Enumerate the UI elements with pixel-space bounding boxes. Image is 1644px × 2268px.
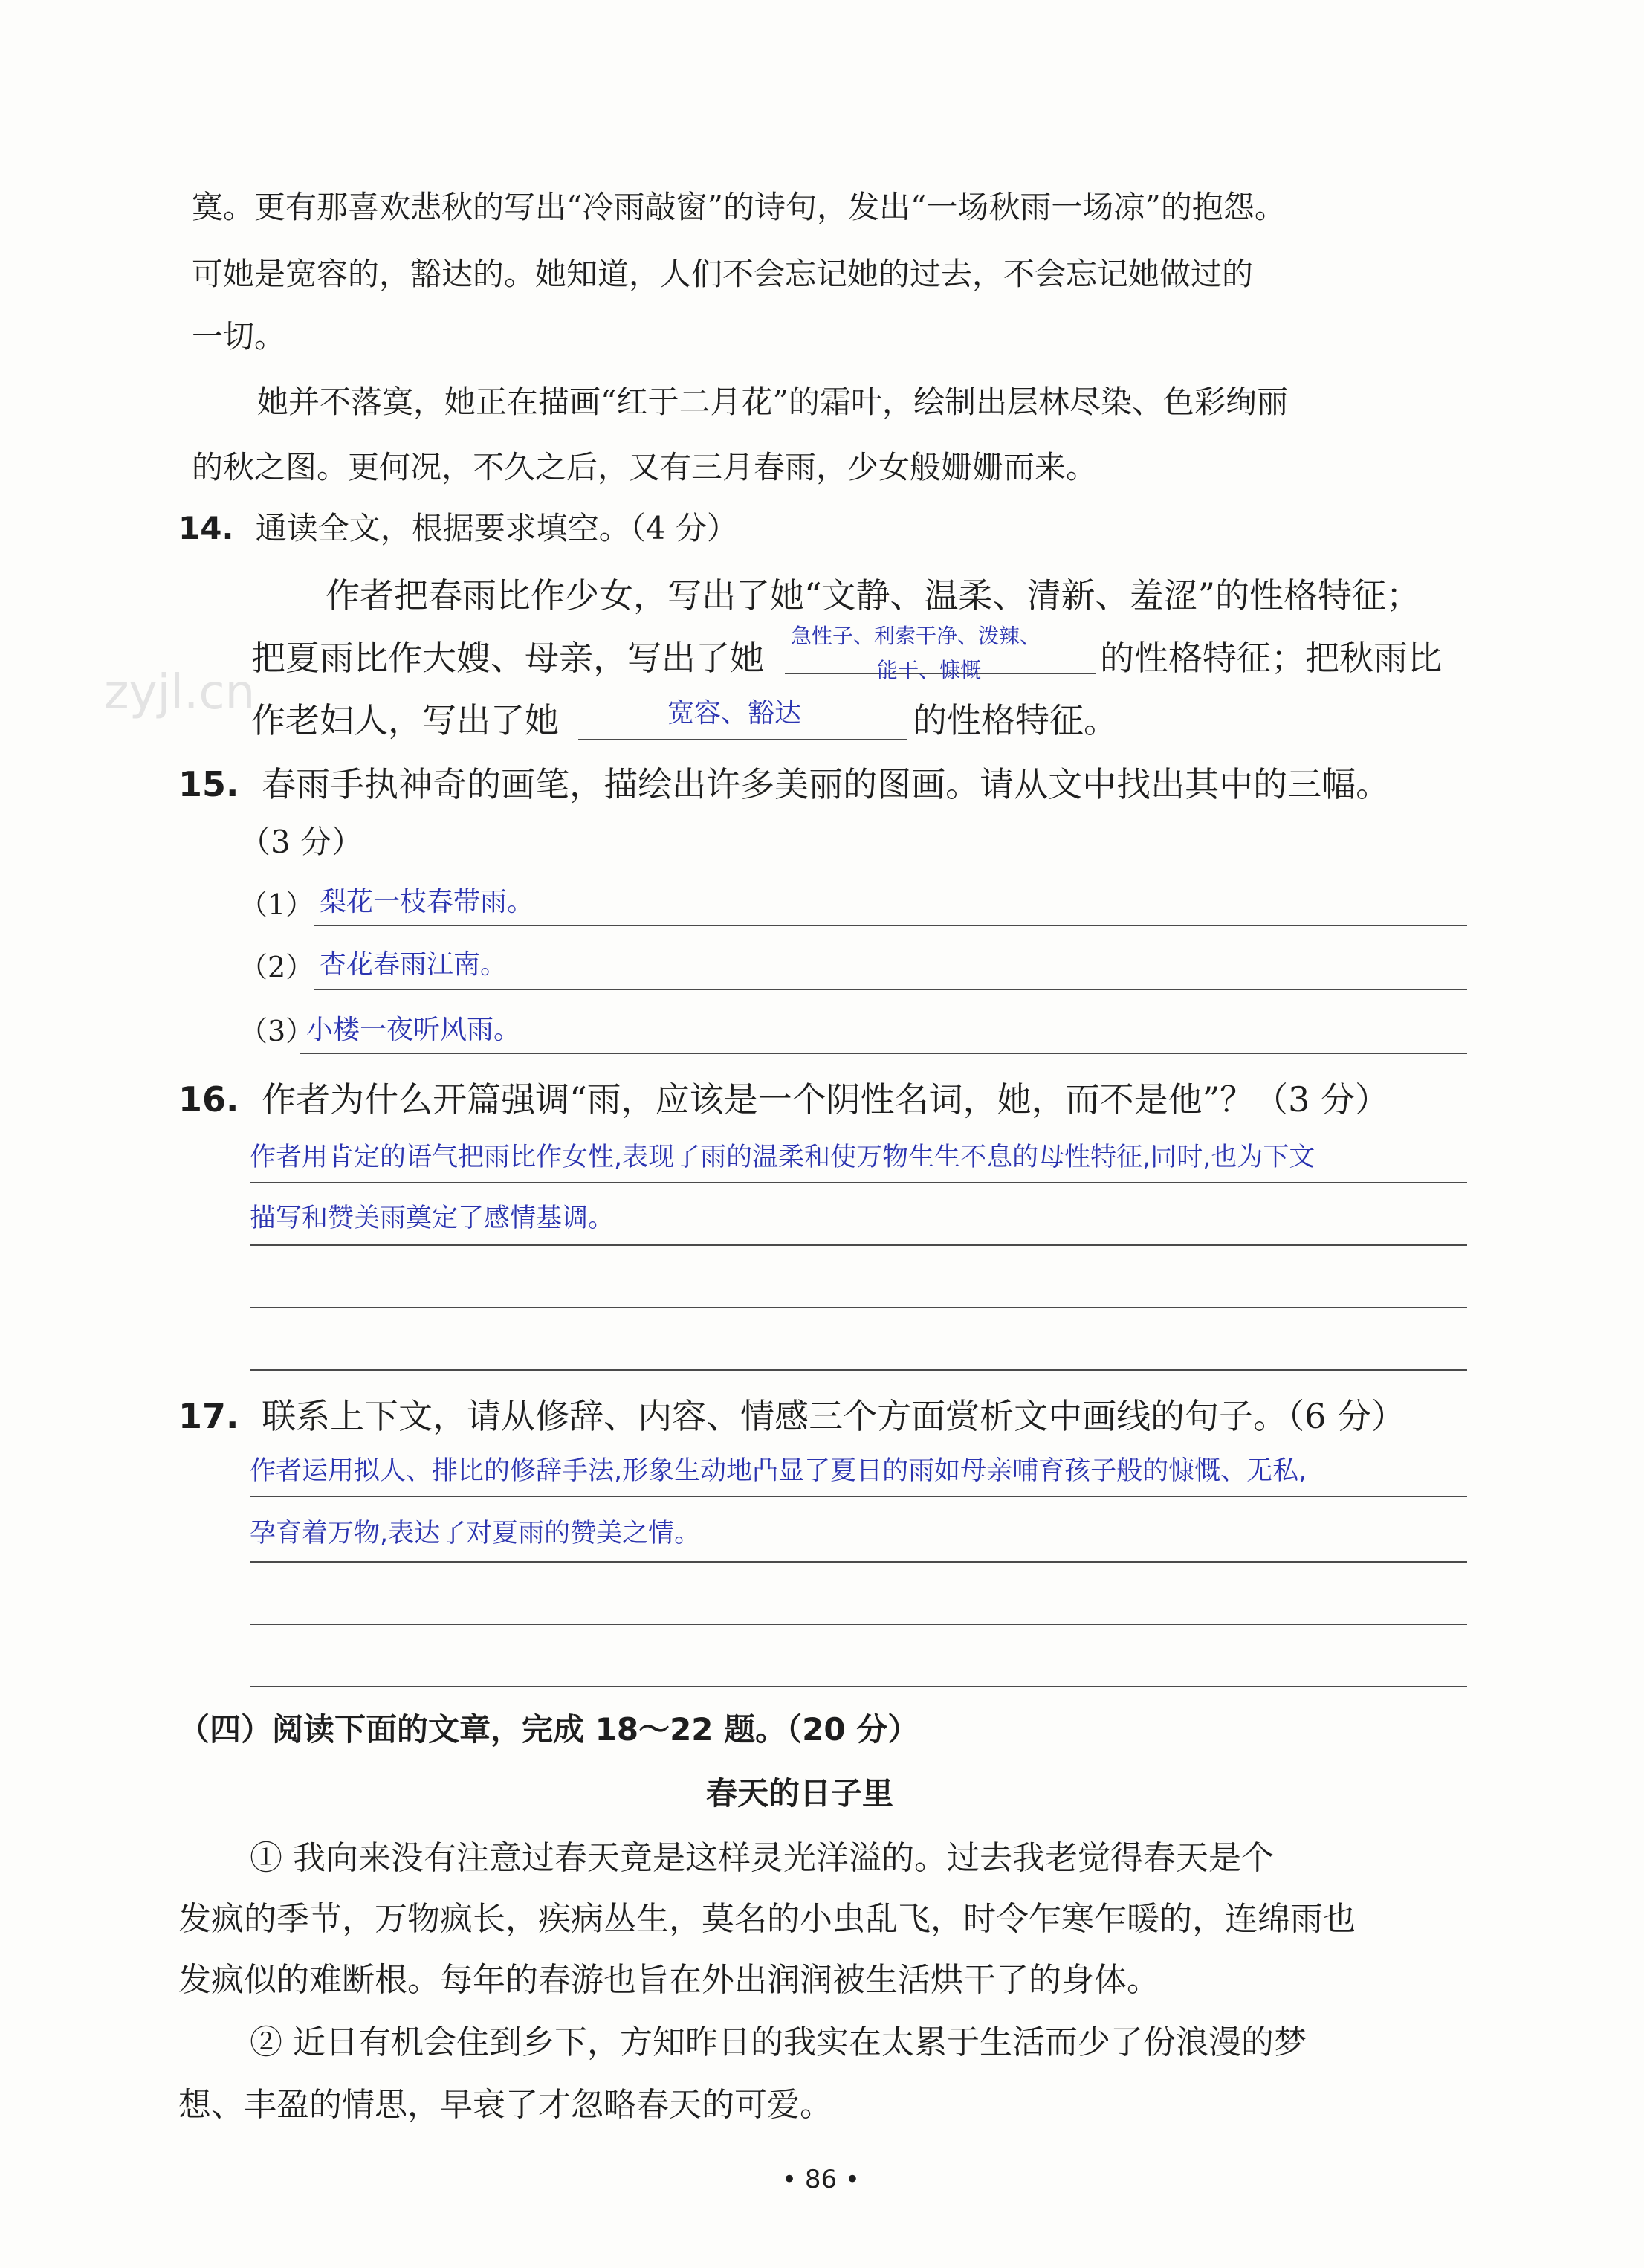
q14-answer-1b: 能干、慷慨	[877, 658, 982, 682]
q17-answer-line-2: 孕育着万物,表达了对夏雨的赞美之情。	[250, 1519, 701, 1548]
question-prompt: 作者为什么开篇强调“雨，应该是一个阴性名词，她，而不是他”？（3 分）	[262, 1079, 1390, 1120]
q15-answer: 杏花春雨江南。	[320, 949, 508, 980]
passage-line: 她并不落寞，她正在描画“红于二月花”的霜叶，绘制出层林尽染、色彩绚丽	[257, 384, 1288, 420]
answer-line[interactable]	[314, 989, 1467, 990]
q15-answer: 梨花一枝春带雨。	[320, 887, 534, 917]
q14-sentence-2a: 把夏雨比作大嫂、母亲，写出了她	[251, 638, 764, 678]
answer-line[interactable]	[250, 1244, 1467, 1246]
article-paragraph-line: 发疯似的难断根。每年的春游也旨在外出润润被生活烘干了的身体。	[178, 1961, 1159, 1999]
q14-sentence-3b: 的性格特征。	[913, 700, 1118, 740]
question-17	[178, 1396, 1406, 1436]
answer-line[interactable]	[300, 1053, 1467, 1054]
q14-sentence-1: 作者把春雨比作少女，写出了她“文静、温柔、清新、羞涩”的性格特征；	[326, 575, 1421, 616]
q14-sentence-2b: 的性格特征；把秋雨比	[1100, 638, 1442, 678]
q14-blank-2[interactable]	[578, 739, 907, 740]
section-heading: （四）阅读下面的文章，完成 18～22 题。（20 分）	[178, 1711, 919, 1748]
answer-line[interactable]	[314, 925, 1467, 926]
question-number: 14.	[178, 510, 234, 546]
question-number: 16.	[178, 1079, 239, 1120]
passage-line: 一切。	[192, 318, 286, 355]
q15-item-label: （2）	[239, 951, 314, 983]
answer-line[interactable]	[250, 1307, 1467, 1308]
q16-answer-line-1: 作者用肯定的语气把雨比作女性,表现了雨的温柔和使万物生生不息的母性特征,同时,也为下文	[250, 1143, 1315, 1172]
answer-line[interactable]	[250, 1624, 1467, 1625]
passage-line: 寞。更有那喜欢悲秋的写出“冷雨敲窗”的诗句，发出“一场秋雨一场凉”的抱怨。	[192, 189, 1286, 225]
answer-line[interactable]	[250, 1182, 1467, 1183]
question-14	[178, 510, 738, 546]
q14-answer-2: 宽容、豁达	[667, 698, 802, 728]
q14-sentence-3a: 作老妇人，写出了她	[251, 700, 559, 740]
article-paragraph-line: ① 我向来没有注意过春天竟是这样灵光洋溢的。过去我老觉得春天是个	[250, 1839, 1274, 1877]
q16-answer-line-2: 描写和赞美雨奠定了感情基调。	[250, 1204, 615, 1233]
q14-answer-1a: 急性子、利索干净、泼辣、	[791, 624, 1041, 648]
q15-item-label: （3）	[239, 1015, 314, 1047]
article-paragraph-line: 想、丰盈的情思，早衰了才忽略春天的可爱。	[178, 2086, 832, 2124]
question-number: 17.	[178, 1396, 239, 1436]
passage-line: 的秋之图。更何况，不久之后，又有三月春雨，少女般姗姗而来。	[192, 449, 1098, 485]
answer-line[interactable]	[250, 1496, 1467, 1497]
article-paragraph-line: 发疯的季节，万物疯长，疾病丛生，莫名的小虫乱飞，时令乍寒乍暖的，连绵雨也	[178, 1900, 1356, 1938]
question-15	[178, 764, 1391, 804]
q15-score: （3 分）	[239, 824, 363, 860]
question-number: 15.	[178, 764, 239, 804]
answer-line[interactable]	[250, 1686, 1467, 1687]
question-prompt: 联系上下文，请从修辞、内容、情感三个方面赏析文中画线的句子。（6 分）	[262, 1396, 1406, 1436]
q15-item-label: （1）	[239, 888, 314, 921]
q15-answer: 小楼一夜听风雨。	[306, 1015, 521, 1045]
watermark: zyjl.cn	[104, 665, 256, 720]
question-prompt: 通读全文，根据要求填空。（4 分）	[255, 510, 738, 546]
question-16	[178, 1079, 1390, 1120]
question-prompt: 春雨手执神奇的画笔，描绘出许多美丽的图画。请从文中找出其中的三幅。	[262, 764, 1391, 804]
article-title: 春天的日子里	[706, 1775, 894, 1812]
article-paragraph-line: ② 近日有机会住到乡下，方知昨日的我实在太累于生活而少了份浪漫的梦	[250, 2023, 1307, 2061]
answer-line[interactable]	[250, 1561, 1467, 1563]
passage-line: 可她是宽容的，豁达的。她知道，人们不会忘记她的过去，不会忘记她做过的	[192, 256, 1254, 292]
q17-answer-line-1: 作者运用拟人、排比的修辞手法,形象生动地凸显了夏日的雨如母亲哺育孩子般的慷慨、无私,	[250, 1456, 1307, 1486]
answer-line[interactable]	[250, 1369, 1467, 1371]
page-number: • 86 •	[782, 2165, 860, 2194]
